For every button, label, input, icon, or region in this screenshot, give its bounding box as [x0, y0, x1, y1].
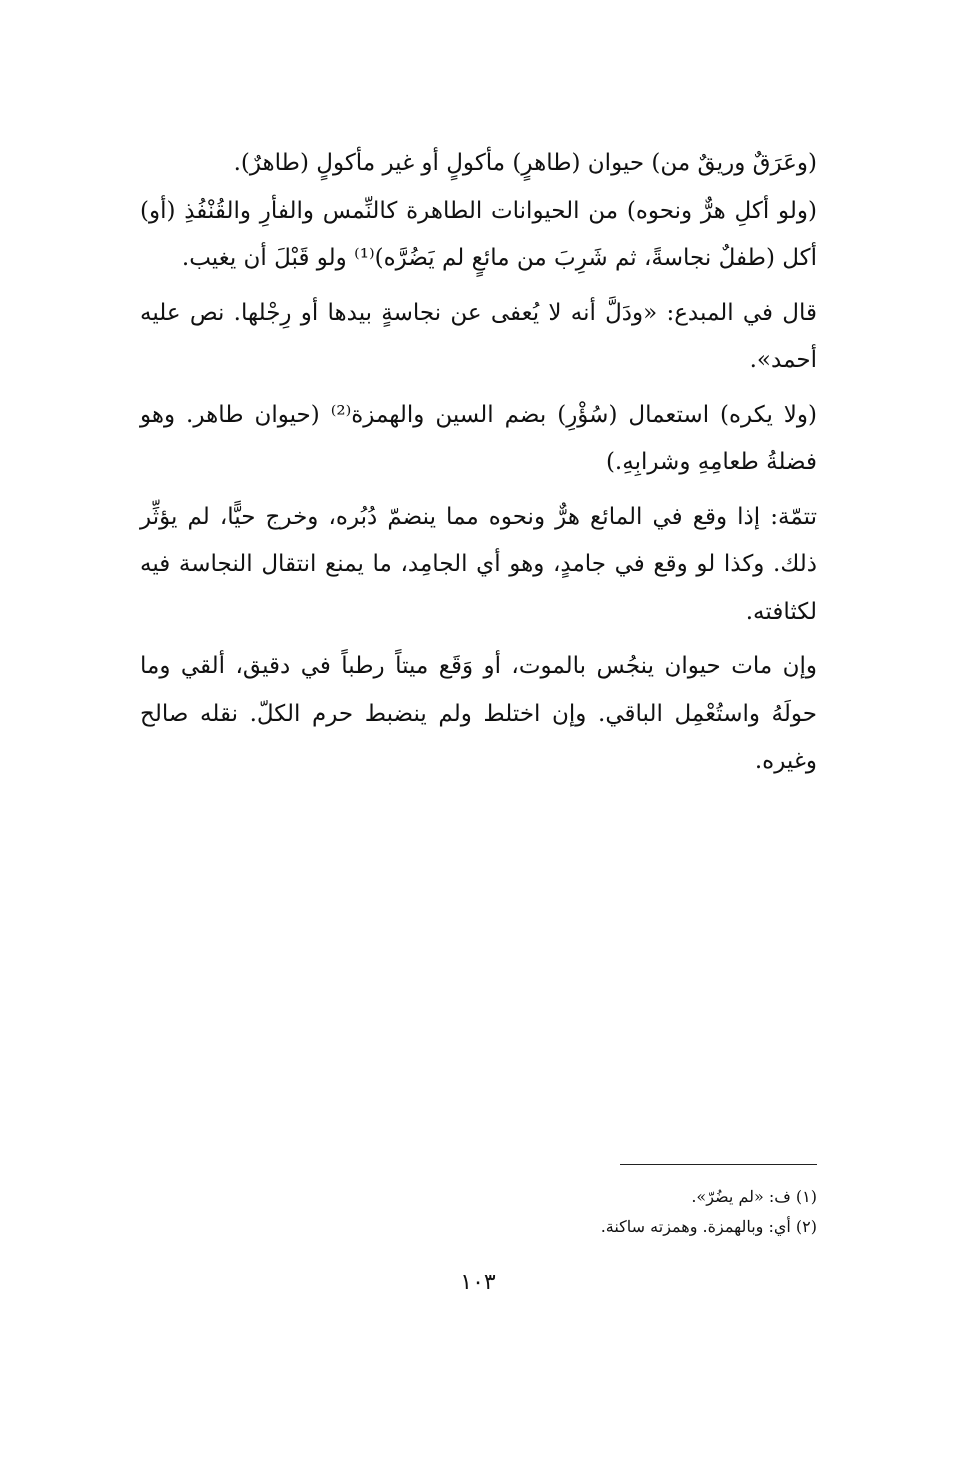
- paragraph-2: (ولو أكلِ هرٌّ ونحوه) من الحيوانات الطاهرة كالنِّمس والفأرِ والقُنْفُذِ (أو) أكل (طفلٌ نجاسةً، ثم شَرِبَ من مائعٍ لم يَضُرَّه)⁽¹⁾ ولو قَبْلَ أن يغيب.: [140, 197, 817, 271]
- paragraph-6: وإن مات حيوان ينجُس بالموت، أو وَقَع ميتاً رطباً في دقيق، ألقي وما حولَهُ واستُعْمِل الباقي. وإن اختلط ولم ينضبط حرم الكلّ. نقله صالح وغيره.: [140, 653, 817, 774]
- footnote-1: (١) ف: «لم يضُرّ».: [691, 1187, 817, 1206]
- paragraph-5: تتمّة: إذا وقع في المائع هرٌّ ونحوه مما ينضمّ دُبُره، وخرج حيًّا، لم يؤثِّر ذلك. وكذا لو وقع في جامدٍ، وهو أي الجامِد، ما يمنع انتقال النجاسة فيه لكثافته.: [140, 503, 817, 625]
- page-number: ١٠٣: [460, 1270, 496, 1295]
- main-text: [140, 140, 817, 786]
- paragraph-1: (وعَرَقٌ وريقٌ من) حيوان (طاهرٍ) مأكولٍ أو غير مأكولٍ (طاهرٌ).: [233, 150, 817, 176]
- footnote-2: (٢) أي: وبالهمزة. وهمزته ساكنة.: [600, 1217, 817, 1236]
- footnotes: [140, 1182, 817, 1242]
- paragraph-3: قال في المبدع: «ودَلَّ أنه لا يُعفى عن نجاسةٍ بيدها أو رِجْلها. نص عليه أحمد».: [140, 299, 817, 373]
- footnote-divider: [620, 1164, 817, 1165]
- paragraph-4: (ولا يكره) استعمال (سُؤْرِ) بضم السين والهمزة⁽²⁾ (حيوان طاهر. وهو فضلةُ طعامِهِ وشرابِهِ.): [140, 401, 817, 475]
